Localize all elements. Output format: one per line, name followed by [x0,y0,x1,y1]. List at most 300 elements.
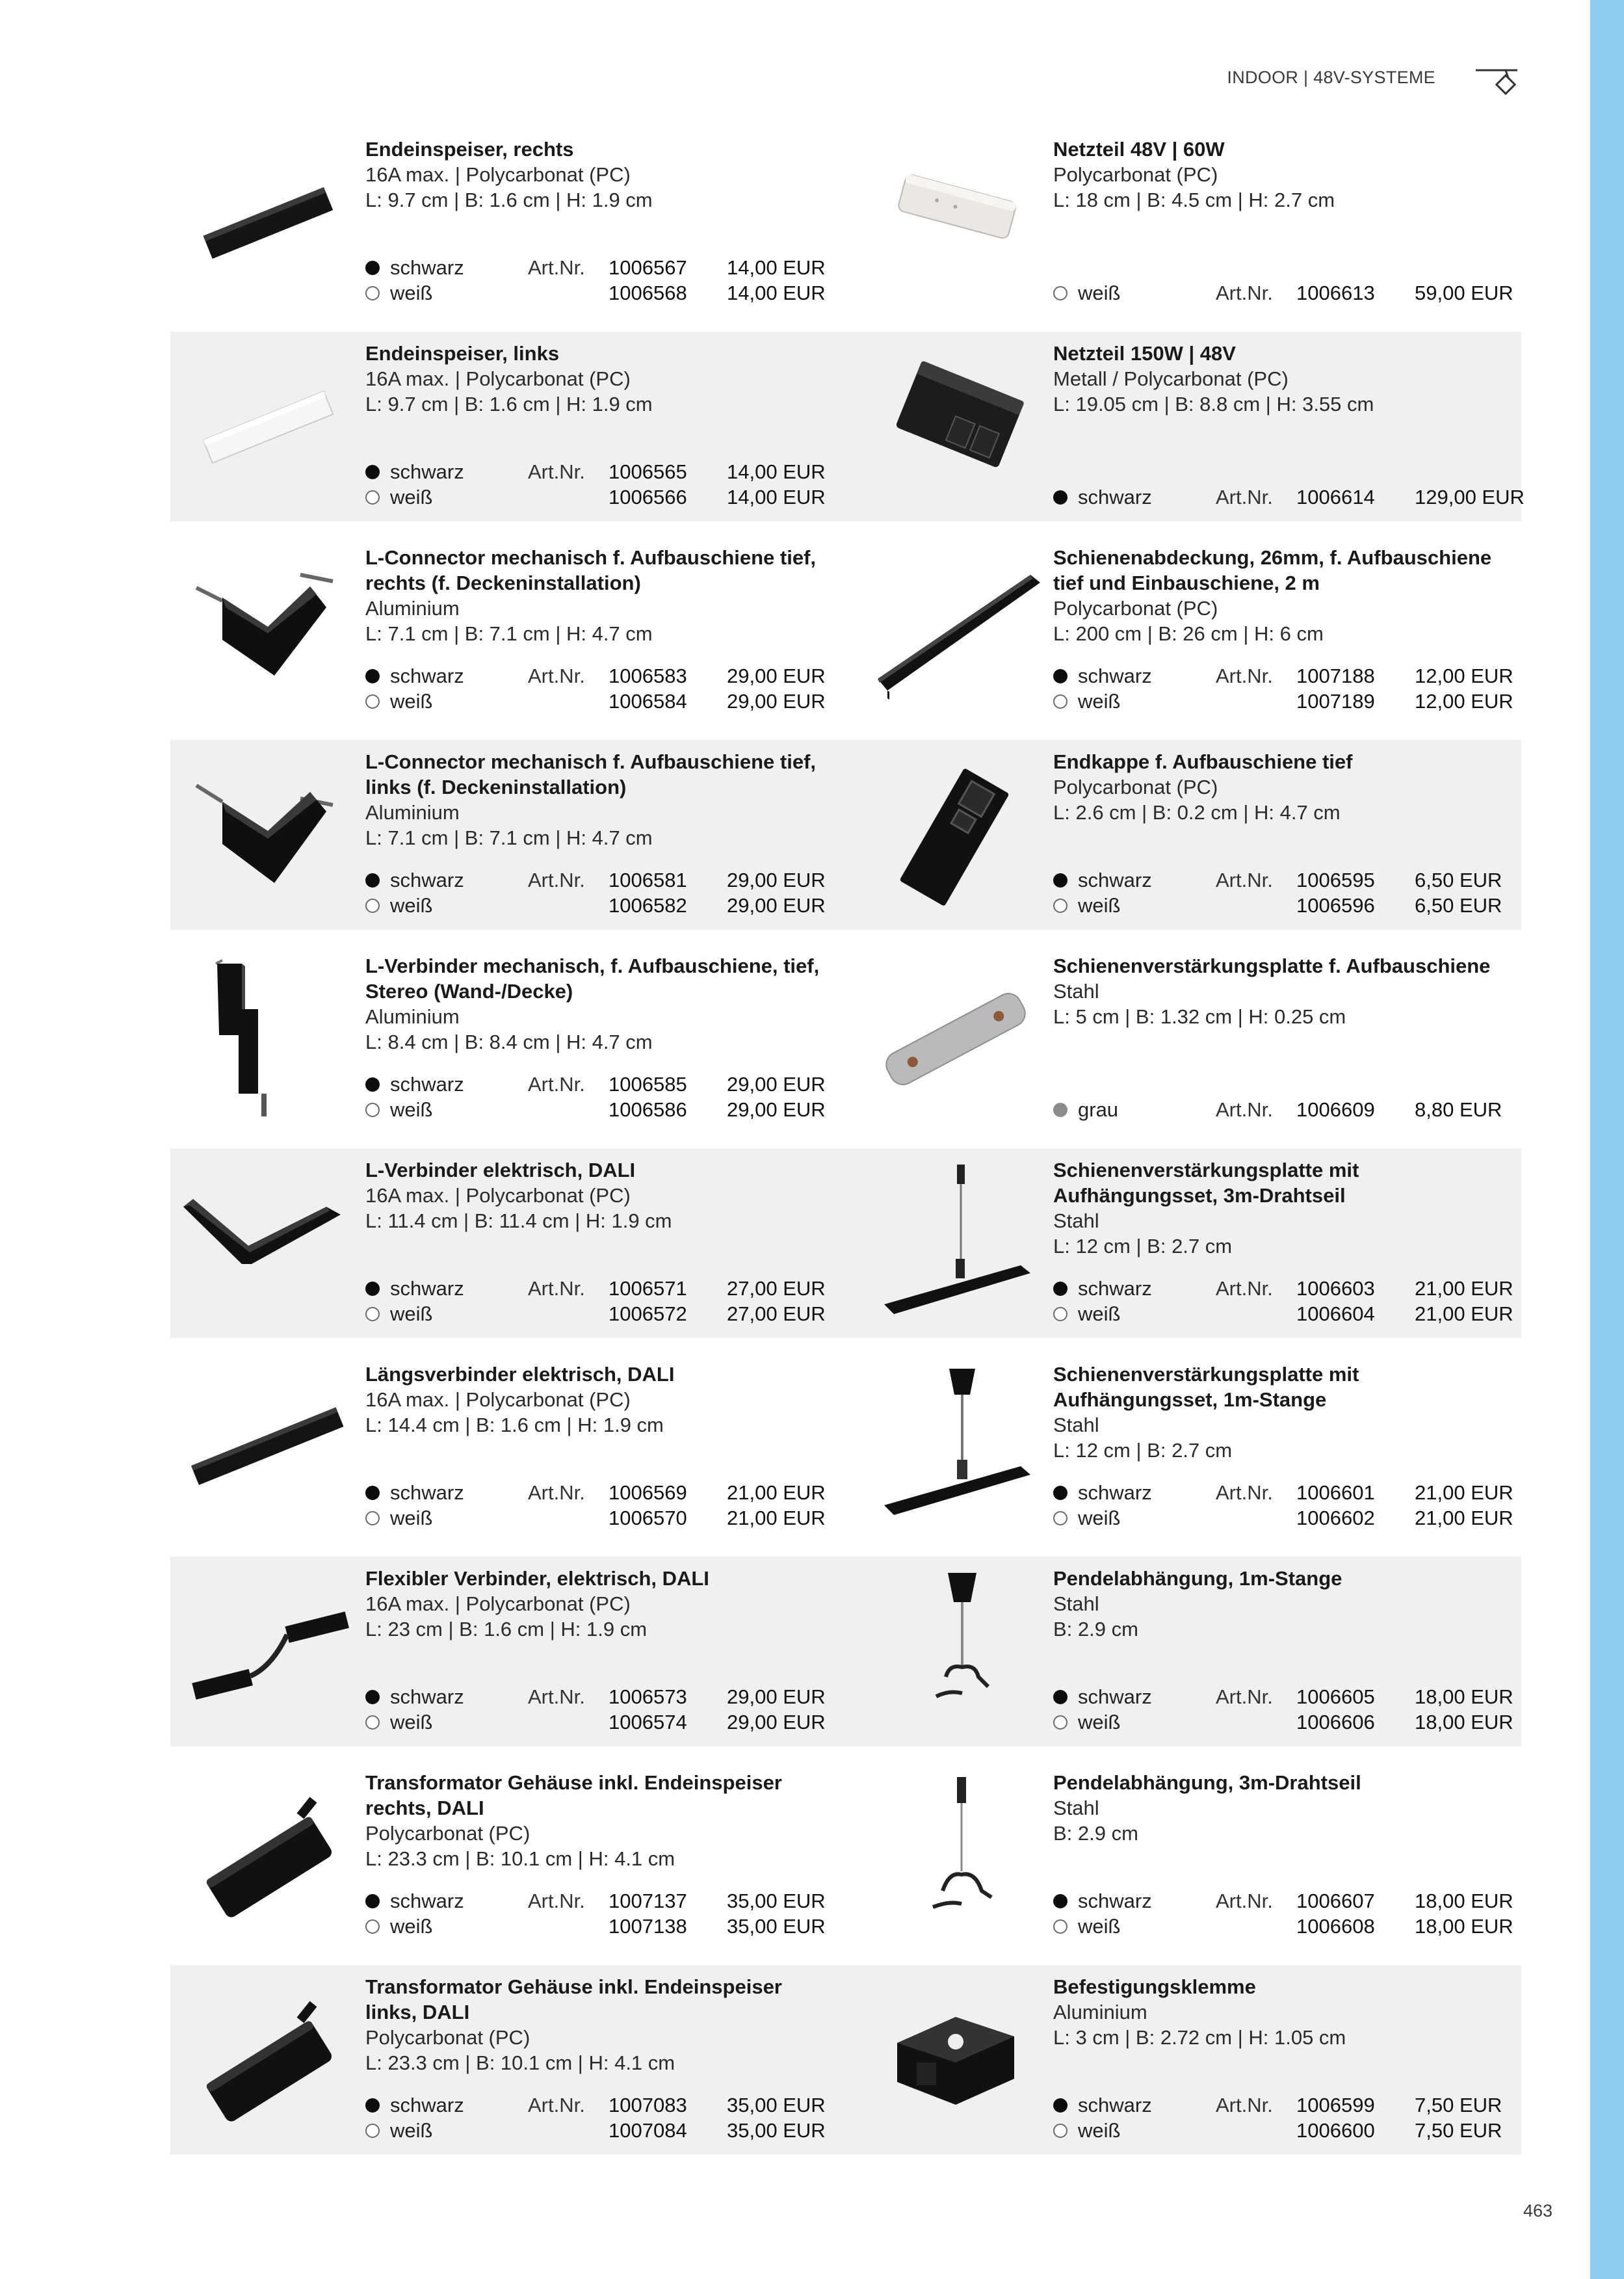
price: 35,00 EUR [727,2094,826,2116]
color-swatch-icon [1053,1511,1067,1525]
price: 21,00 EUR [727,1507,826,1529]
variant-list [1053,2092,1534,2143]
article-number: 1006583 [609,665,687,687]
variant-color: weiß [1078,2119,1121,2142]
variant-color: schwarz [390,1073,464,1096]
variant-list [365,867,846,918]
color-swatch-icon [1053,1486,1067,1500]
price: 29,00 EUR [727,1098,826,1121]
article-number-label: Art.Nr. [528,1277,585,1300]
variant-row [1053,1684,1534,1709]
product-spec: L: 23 cm | B: 1.6 cm | H: 1.9 cm [365,1618,648,1640]
article-number: 1007084 [609,2119,687,2142]
variant-color: weiß [390,486,433,508]
product-row [170,536,1521,726]
article-number: 1006613 [1296,282,1375,304]
color-swatch-icon [1053,1282,1067,1296]
product-card [858,127,1547,317]
product-name: Endeinspeiser, rechts [365,138,574,161]
product-image [170,127,365,317]
page-number: 463 [1523,2201,1552,2220]
article-number-label: Art.Nr. [528,460,585,483]
variant-color: schwarz [390,665,464,687]
article-number: 1006567 [609,256,687,279]
color-swatch-icon [1053,286,1067,300]
variant-list [365,1888,846,1939]
price: 29,00 EUR [727,690,826,713]
product-card [170,740,859,930]
product-spec: B: 2.9 cm [1053,1618,1138,1640]
variant-list [365,255,846,306]
article-number: 1006606 [1296,1711,1375,1733]
article-number-label: Art.Nr. [528,1073,585,1096]
variant-color: schwarz [1078,665,1152,687]
variant-row [1053,1276,1534,1301]
color-swatch-icon [1053,2124,1067,2138]
variant-color: weiß [1078,690,1121,713]
color-swatch-icon [365,694,380,709]
price: 27,00 EUR [727,1277,826,1300]
product-spec: 16A max. | Polycarbonat (PC) [365,367,631,390]
color-swatch-icon [1053,1715,1067,1730]
article-number-label: Art.Nr. [1216,282,1273,304]
product-name: Endkappe f. Aufbauschiene tief [1053,750,1353,773]
variant-color: weiß [390,1098,433,1121]
product-spec: Polycarbonat (PC) [1053,597,1218,620]
color-swatch-icon [1053,1919,1067,1934]
variant-row [1053,2118,1534,2143]
price: 12,00 EUR [1415,665,1513,687]
article-number: 1007137 [609,1890,687,1912]
product-image [858,1965,1053,2155]
variant-row [1053,663,1534,689]
product-image [858,536,1053,726]
color-swatch-icon [365,899,380,913]
product-spec: Metall / Polycarbonat (PC) [1053,367,1289,390]
product-name: links, DALI [365,2001,470,2023]
product-card [858,1557,1547,1746]
variant-row [365,484,846,510]
color-swatch-icon [365,490,380,505]
product-image [858,332,1053,521]
product-name: L-Verbinder elektrisch, DALI [365,1159,636,1181]
article-number: 1006605 [1296,1685,1375,1708]
variant-row [365,1709,846,1735]
variant-color: weiß [390,1915,433,1938]
article-number-label: Art.Nr. [1216,486,1273,508]
variant-row [365,663,846,689]
product-image [170,332,365,521]
product-spec: L: 11.4 cm | B: 11.4 cm | H: 1.9 cm [365,1209,672,1232]
product-spec: Aluminium [365,801,460,824]
variant-color: weiß [390,894,433,917]
product-spec: Stahl [1053,1797,1099,1819]
article-number-label: Art.Nr. [528,869,585,891]
color-swatch-icon [365,1511,380,1525]
variant-row [365,1276,846,1301]
article-number: 1006602 [1296,1507,1375,1529]
variant-color: weiß [390,1507,433,1529]
product-spec: L: 8.4 cm | B: 8.4 cm | H: 4.7 cm [365,1031,653,1053]
price: 29,00 EUR [727,1685,826,1708]
product-spec: Aluminium [365,1005,460,1028]
section-title: INDOOR | 48V-SYSTEME [1227,68,1435,87]
price: 6,50 EUR [1415,894,1502,917]
variant-list [1053,1684,1534,1735]
product-name: rechts, DALI [365,1797,484,1819]
color-swatch-icon [365,669,380,683]
article-number: 1006572 [609,1302,687,1325]
product-image [170,740,365,930]
variant-row [1053,689,1534,714]
variant-list [365,1684,846,1735]
variant-color: schwarz [390,869,464,891]
variant-row [1053,280,1534,306]
product-spec: L: 2.6 cm | B: 0.2 cm | H: 4.7 cm [1053,801,1341,824]
variant-row [1053,1097,1534,1122]
variant-color: schwarz [390,460,464,483]
product-name: L-Connector mechanisch f. Aufbauschiene tief, [365,546,817,569]
variant-list [1053,484,1534,510]
variant-row [1053,2092,1534,2118]
product-spec: L: 19.05 cm | B: 8.8 cm | H: 3.55 cm [1053,393,1374,415]
product-name: Pendelabhängung, 3m-Drahtseil [1053,1771,1361,1794]
article-number-label: Art.Nr. [1216,1685,1273,1708]
color-swatch-icon [365,1894,380,1908]
variant-row [365,1888,846,1914]
product-card [170,332,859,521]
color-swatch-icon [1053,1894,1067,1908]
product-image [858,1557,1053,1746]
color-swatch-icon [1053,1103,1067,1117]
variant-color: weiß [390,1302,433,1325]
variant-color: schwarz [1078,1277,1152,1300]
article-number-label: Art.Nr. [1216,1481,1273,1504]
color-swatch-icon [365,261,380,275]
product-spec: 16A max. | Polycarbonat (PC) [365,1592,631,1615]
variant-color: weiß [390,282,433,304]
variant-list [365,1276,846,1326]
product-card [170,1352,859,1542]
product-row [170,1965,1521,2155]
article-number: 1006586 [609,1098,687,1121]
price: 29,00 EUR [727,1073,826,1096]
product-row [170,1352,1521,1542]
color-swatch-icon [365,1307,380,1321]
product-name: Transformator Gehäuse inkl. Endeinspeiser [365,1975,782,1998]
price: 14,00 EUR [727,256,826,279]
product-spec: 16A max. | Polycarbonat (PC) [365,1388,631,1411]
product-row [170,1557,1521,1746]
track-spotlight-icon [1474,62,1523,95]
color-swatch-icon [1053,899,1067,913]
product-row [170,1148,1521,1338]
article-number: 1007189 [1296,690,1375,713]
variant-color: schwarz [1078,1481,1152,1504]
article-number-label: Art.Nr. [1216,2094,1273,2116]
color-swatch-icon [1053,490,1067,505]
color-swatch-icon [365,2124,380,2138]
product-spec: B: 2.9 cm [1053,1822,1138,1845]
product-card [170,944,859,1134]
variant-color: weiß [390,1711,433,1733]
product-spec: Stahl [1053,1592,1099,1615]
variant-list [365,459,846,510]
price: 29,00 EUR [727,1711,826,1733]
color-swatch-icon [365,1103,380,1117]
article-number-label: Art.Nr. [528,1481,585,1504]
variant-color: weiß [1078,1711,1121,1733]
product-name: Schienenabdeckung, 26mm, f. Aufbauschiene [1053,546,1492,569]
product-spec: Polycarbonat (PC) [1053,163,1218,186]
side-color-bar [1590,0,1624,2279]
article-number-label: Art.Nr. [1216,1098,1273,1121]
price: 21,00 EUR [1415,1302,1513,1325]
price: 18,00 EUR [1415,1890,1513,1912]
variant-list [1053,663,1534,714]
color-swatch-icon [365,2098,380,2113]
variant-row [365,689,846,714]
product-card [170,536,859,726]
product-row [170,332,1525,521]
product-row [170,127,1521,317]
price: 29,00 EUR [727,665,826,687]
product-name: Stereo (Wand-/Decke) [365,980,573,1003]
price: 12,00 EUR [1415,690,1513,713]
product-card [858,1148,1547,1338]
article-number-label: Art.Nr. [1216,1277,1273,1300]
article-number-label: Art.Nr. [528,2094,585,2116]
color-swatch-icon [365,1919,380,1934]
color-swatch-icon [365,1077,380,1092]
product-spec: L: 12 cm | B: 2.7 cm [1053,1235,1233,1258]
article-number-label: Art.Nr. [1216,665,1273,687]
price: 129,00 EUR [1415,486,1525,508]
color-swatch-icon [365,1690,380,1704]
product-spec: L: 5 cm | B: 1.32 cm | H: 0.25 cm [1053,1005,1346,1028]
variant-color: grau [1078,1098,1119,1121]
variant-row [1053,1301,1534,1326]
variant-list [365,2092,846,2143]
price: 7,50 EUR [1415,2119,1502,2142]
product-spec: Polycarbonat (PC) [1053,776,1218,798]
product-name: rechts (f. Deckeninstallation) [365,572,641,594]
product-spec: L: 23.3 cm | B: 10.1 cm | H: 4.1 cm [365,2051,675,2074]
article-number: 1006582 [609,894,687,917]
product-spec: Aluminium [365,597,460,620]
product-spec: L: 7.1 cm | B: 7.1 cm | H: 4.7 cm [365,622,653,645]
article-number-label: Art.Nr. [528,1685,585,1708]
product-card [170,1557,859,1746]
price: 35,00 EUR [727,1890,826,1912]
price: 14,00 EUR [727,282,826,304]
product-name: Netzteil 150W | 48V [1053,342,1236,365]
variant-list [1053,1888,1534,1939]
product-name: Pendelabhängung, 1m-Stange [1053,1567,1342,1590]
variant-list [1053,1097,1534,1122]
variant-color: schwarz [390,2094,464,2116]
article-number: 1006601 [1296,1481,1375,1504]
article-number-label: Art.Nr. [528,256,585,279]
article-number: 1006584 [609,690,687,713]
product-image [170,944,365,1134]
variant-color: weiß [1078,1915,1121,1938]
variant-list [1053,867,1534,918]
color-swatch-icon [1053,873,1067,888]
article-number: 1006581 [609,869,687,891]
product-spec: L: 12 cm | B: 2.7 cm [1053,1439,1233,1462]
product-name: Netzteil 48V | 60W [1053,138,1225,161]
variant-color: weiß [1078,282,1121,304]
product-image [170,536,365,726]
article-number: 1006604 [1296,1302,1375,1325]
product-card [858,740,1547,930]
variant-row [1053,1505,1534,1531]
article-number: 1006573 [609,1685,687,1708]
variant-list [365,1480,846,1531]
variant-color: schwarz [1078,2094,1152,2116]
product-image [858,740,1053,930]
price: 8,80 EUR [1415,1098,1502,1121]
product-row [170,740,1521,930]
price: 35,00 EUR [727,1915,826,1938]
product-card [858,332,1547,521]
color-swatch-icon [365,873,380,888]
product-card [858,1352,1547,1542]
product-spec: Aluminium [1053,2001,1147,2023]
variant-row [365,1684,846,1709]
variant-color: schwarz [390,1890,464,1912]
variant-row [1053,867,1534,893]
article-number: 1006609 [1296,1098,1375,1121]
price: 18,00 EUR [1415,1915,1513,1938]
product-card [858,1965,1547,2155]
product-card [170,1965,859,2155]
variant-row [365,1505,846,1531]
product-name: Aufhängungsset, 1m-Stange [1053,1388,1327,1411]
article-number-label: Art.Nr. [528,1890,585,1912]
variant-row [365,1072,846,1097]
price: 29,00 EUR [727,869,826,891]
price: 29,00 EUR [727,894,826,917]
article-number: 1006596 [1296,894,1375,917]
variant-color: schwarz [390,1277,464,1300]
article-number: 1006607 [1296,1890,1375,1912]
variant-color: weiß [1078,1507,1121,1529]
product-image [170,1148,365,1338]
variant-color: weiß [390,690,433,713]
variant-row [1053,1914,1534,1939]
product-image [170,1352,365,1542]
variant-row [365,459,846,484]
product-row [170,944,1521,1134]
color-swatch-icon [1053,2098,1067,2113]
variant-list [365,663,846,714]
product-spec: L: 7.1 cm | B: 7.1 cm | H: 4.7 cm [365,826,653,849]
variant-row [365,867,846,893]
product-card [858,536,1547,726]
product-row [170,1761,1521,1951]
product-image [858,127,1053,317]
product-image [858,1148,1053,1338]
price: 18,00 EUR [1415,1711,1513,1733]
product-card [170,1148,859,1338]
article-number: 1006585 [609,1073,687,1096]
variant-row [365,1097,846,1122]
product-image [170,1557,365,1746]
variant-color: schwarz [1078,486,1152,508]
variant-row [365,1301,846,1326]
product-spec: Stahl [1053,1209,1099,1232]
price: 6,50 EUR [1415,869,1502,891]
variant-color: schwarz [1078,1890,1152,1912]
variant-color: schwarz [390,256,464,279]
variant-row [1053,1480,1534,1505]
variant-row [1053,1709,1534,1735]
product-image [858,944,1053,1134]
color-swatch-icon [365,465,380,479]
product-name: Transformator Gehäuse inkl. Endeinspeiser [365,1771,782,1794]
price: 21,00 EUR [727,1481,826,1504]
product-spec: L: 14.4 cm | B: 1.6 cm | H: 1.9 cm [365,1414,664,1436]
variant-row [1053,1888,1534,1914]
color-swatch-icon [365,1282,380,1296]
variant-color: schwarz [390,1685,464,1708]
product-spec: L: 9.7 cm | B: 1.6 cm | H: 1.9 cm [365,189,653,211]
price: 7,50 EUR [1415,2094,1502,2116]
product-image [170,1761,365,1951]
product-name: Längsverbinder elektrisch, DALI [365,1363,675,1386]
article-number: 1006571 [609,1277,687,1300]
product-name: Aufhängungsset, 3m-Drahtseil [1053,1184,1346,1207]
variant-color: schwarz [390,1481,464,1504]
product-spec: 16A max. | Polycarbonat (PC) [365,163,631,186]
variant-row [1053,484,1534,510]
article-number: 1006570 [609,1507,687,1529]
product-name: tief und Einbauschiene, 2 m [1053,572,1320,594]
price: 18,00 EUR [1415,1685,1513,1708]
article-number: 1006608 [1296,1915,1375,1938]
product-name: Schienenverstärkungsplatte f. Aufbauschiene [1053,955,1491,977]
variant-row [365,280,846,306]
article-number: 1007138 [609,1915,687,1938]
product-spec: L: 3 cm | B: 2.72 cm | H: 1.05 cm [1053,2026,1346,2049]
article-number: 1007083 [609,2094,687,2116]
variant-row [365,2092,846,2118]
product-spec: Polycarbonat (PC) [365,2026,530,2049]
product-image [858,1352,1053,1542]
price: 59,00 EUR [1415,282,1513,304]
article-number: 1006600 [1296,2119,1375,2142]
variant-list [1053,1480,1534,1531]
product-spec: Stahl [1053,1414,1099,1436]
variant-row [365,1914,846,1939]
product-spec: L: 9.7 cm | B: 1.6 cm | H: 1.9 cm [365,393,653,415]
product-card [170,127,859,317]
product-name: L-Connector mechanisch f. Aufbauschiene tief, [365,750,817,773]
product-name: L-Verbinder mechanisch, f. Aufbauschiene, tief, [365,955,820,977]
variant-list [365,1072,846,1122]
price: 14,00 EUR [727,460,826,483]
variant-color: weiß [1078,894,1121,917]
price: 35,00 EUR [727,2119,826,2142]
article-number: 1006566 [609,486,687,508]
color-swatch-icon [1053,694,1067,709]
product-spec: 16A max. | Polycarbonat (PC) [365,1184,631,1207]
color-swatch-icon [1053,1307,1067,1321]
variant-color: schwarz [1078,869,1152,891]
variant-row [365,255,846,280]
